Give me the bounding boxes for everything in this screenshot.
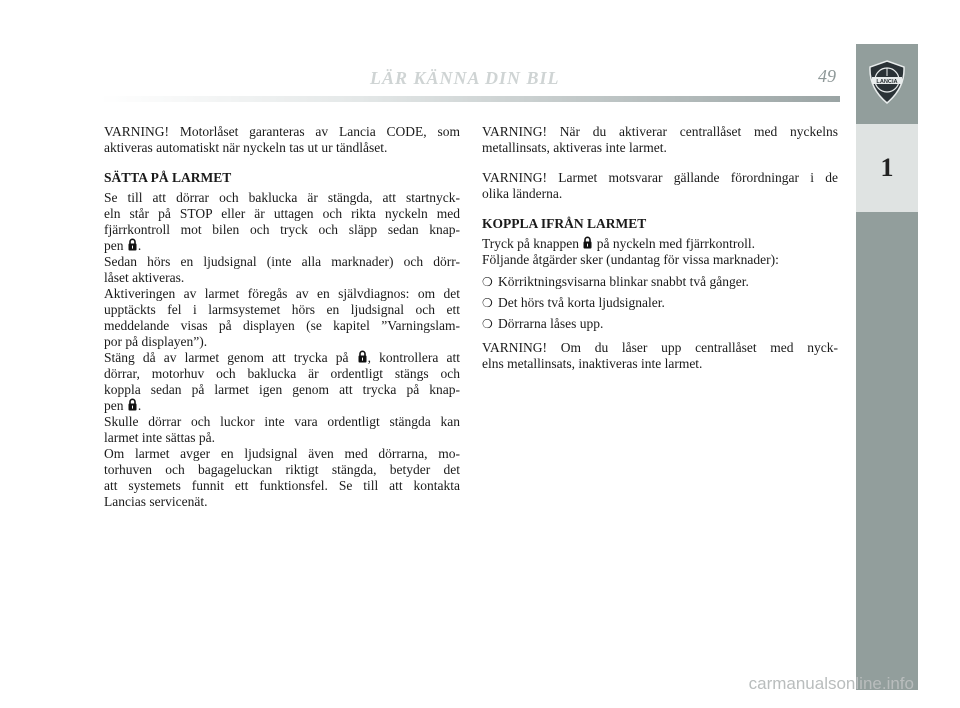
text-line: fjärrkontroll mot bilen och tryck och släpp sedan knap-	[104, 222, 460, 237]
heading-disarm-alarm: KOPPLA IFRÅN LARMET	[482, 216, 647, 231]
text-line: VARNING! När du aktiverar centrallåset med nyckelns	[482, 124, 838, 139]
lock-icon	[128, 238, 137, 251]
text-line: aktiveras automatiskt när nyckeln tas ut ur tändlåset.	[104, 140, 388, 155]
text-line: Tryck på knappen på nyckeln med fjärrkontroll.	[482, 236, 755, 251]
bullet-icon: ❍	[482, 296, 493, 310]
section-title: LÄR KÄNNA DIN BIL	[370, 68, 560, 88]
heading-arm-alarm: SÄTTA PÅ LARMET	[104, 170, 232, 185]
warning-unlock-paragraph	[482, 340, 838, 372]
text-line: pen .	[104, 238, 142, 253]
list-item: ❍ Dörrarna låses upp.	[482, 316, 604, 331]
text-line: låset aktiveras.	[104, 270, 185, 285]
text-line: pen .	[104, 398, 142, 413]
header-divider	[100, 96, 840, 102]
text-line: Aktiveringen av larmet föregås av en självdiagnos: om det	[104, 286, 460, 301]
text-line: olika länderna.	[482, 186, 563, 201]
right-column	[482, 124, 838, 386]
list-item: ❍ Körriktningsvisarna blinkar snabbt två gånger.	[482, 274, 749, 289]
watermark: carmanualsonline.info	[748, 674, 914, 693]
text-line: Sedan hörs en ljudsignal (inte alla marknader) och dörr-	[104, 254, 460, 269]
text-line: Lancias servicenät.	[104, 494, 208, 509]
lancia-shield-icon	[867, 60, 907, 104]
text-line: Skulle dörrar och luckor inte vara ordentligt stängda kan	[104, 414, 460, 429]
lock-icon	[128, 398, 137, 411]
lock-icon	[358, 350, 367, 363]
unlock-icon	[583, 236, 592, 249]
warning-metal-paragraph	[482, 124, 838, 156]
page-number: 49	[818, 66, 836, 86]
text-line: meddelande visas på displayen (se kapitel ”Varningslam-	[104, 318, 460, 333]
bullet-icon: ❍	[482, 275, 493, 289]
arm-alarm-paragraph	[104, 190, 460, 510]
text-line: larmet inte sättas på.	[104, 430, 215, 445]
text-line: Följande åtgärder sker (undantag för vissa marknader):	[482, 252, 779, 267]
text-line: VARNING! Motorlåset garanteras av Lancia CODE, som	[104, 124, 460, 139]
text-line: VARNING! Larmet motsvarar gällande förordningar i de	[482, 170, 838, 185]
lancia-logo	[856, 44, 918, 122]
text-line: att systemets funnit ett funktionsfel. Se till att kontakta	[104, 478, 460, 493]
bullet-icon: ❍	[482, 317, 493, 331]
text-line: Se till att dörrar och baklucka är stängda, att startnyck-	[104, 190, 460, 205]
text-line: koppla sedan på larmet igen genom att trycka på knap-	[104, 382, 460, 397]
disarm-effects-list	[482, 274, 838, 332]
text-line: elns metallinsats, inaktiveras inte larmet.	[482, 356, 703, 371]
text-line: eln står på STOP eller är uttagen och rikta nyckeln med	[104, 206, 460, 221]
text-line: metallinsats, aktiveras inte larmet.	[482, 140, 667, 155]
text-line: torhuven och bagageluckan riktigt stängda, betyder det	[104, 462, 460, 477]
list-item: ❍ Det hörs två korta ljudsignaler.	[482, 295, 665, 310]
chapter-number: 1	[856, 124, 918, 212]
text-line: por på displayen”).	[104, 334, 208, 349]
chapter-sidebar	[856, 44, 918, 690]
warning-code-paragraph	[104, 124, 460, 156]
text-line: Stäng då av larmet genom att trycka på , kontrollera att	[104, 350, 460, 365]
text-line: dörrar, motorhuv och baklucka är ordentligt stängs och	[104, 366, 460, 381]
text-line: VARNING! Om du låser upp centrallåset med nyck-	[482, 340, 838, 355]
disarm-paragraph	[482, 236, 838, 268]
text-line: upptäckts fel i larmsystemet hörs en ljudsignal och ett	[104, 302, 460, 317]
page-header	[100, 60, 840, 100]
svg-text:LANCIA: LANCIA	[876, 78, 898, 85]
warning-regulations-paragraph	[482, 170, 838, 202]
text-line: Om larmet avger en ljudsignal även med dörrarna, mo-	[104, 446, 460, 461]
left-column	[104, 124, 460, 524]
